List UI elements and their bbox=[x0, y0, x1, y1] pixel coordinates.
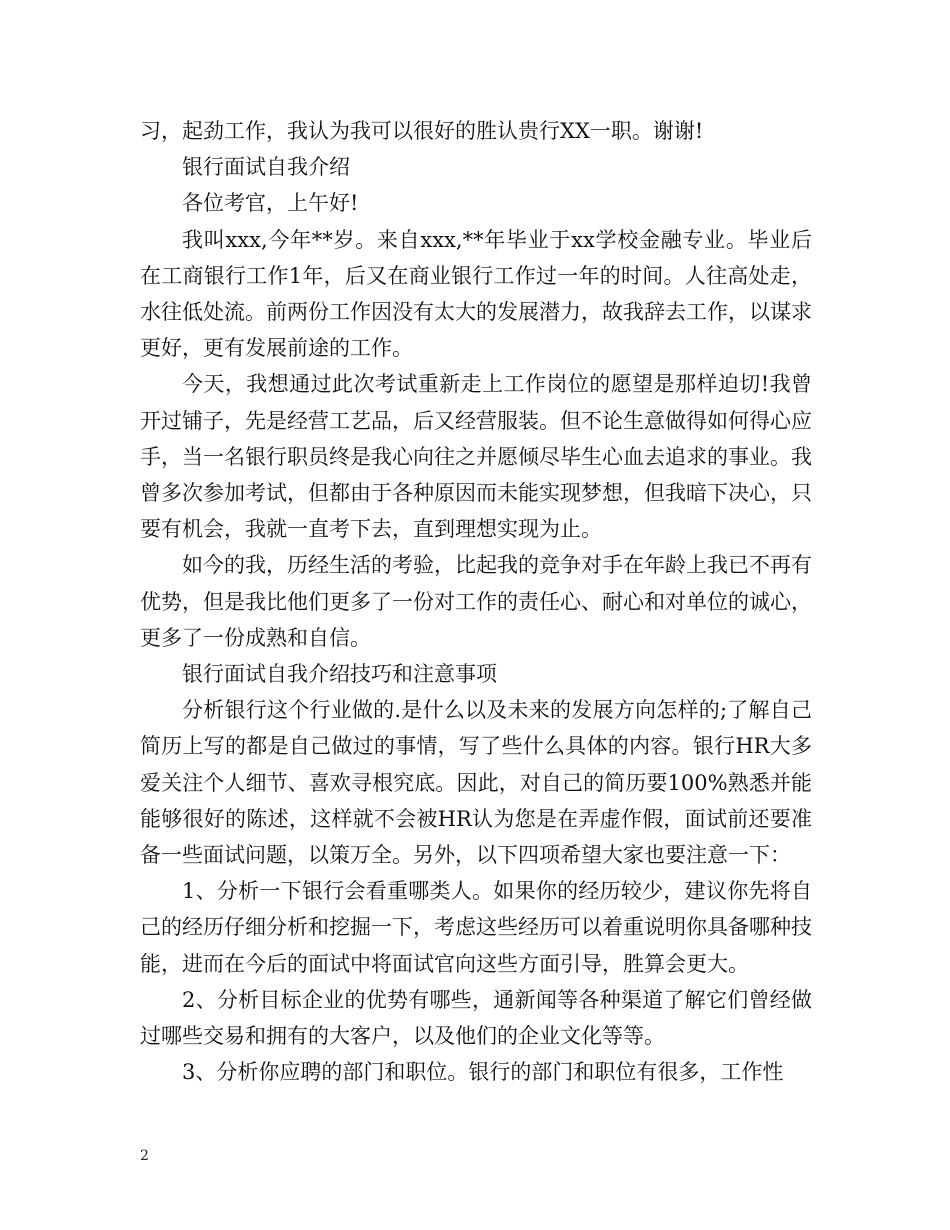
list-item-2: 2、分析目标企业的优势有哪些，通新闻等各种渠道了解它们曾经做过哪些交易和拥有的大客户，以及他们的企业文化等等。 bbox=[140, 987, 812, 1049]
body-paragraph: 我叫xxx,今年**岁。来自xxx,**年毕业于xx学校金融专业。毕业后在工商银行工作1年，后又在商业银行工作过一年的时间。人往高处走，水往低处流。前两份工作因没有太大的发展潜力，故我辞去工作，以谋求更好，更有发展前途的工作。 bbox=[140, 227, 812, 361]
list-item-1: 1、分析一下银行会看重哪类人。如果你的经历较少，建议你先将自己的经历仔细分析和挖掘一下，考虑这些经历可以着重说明你具备哪种技能，进而在今后的面试中将面试官向这些方面引导，胜算会更大。 bbox=[140, 879, 812, 976]
list-item-3: 3、分析你应聘的部门和职位。银行的部门和职位有很多，工作性 bbox=[182, 1060, 784, 1085]
body-paragraph: 今天，我想通过此次考试重新走上工作岗位的愿望是那样迫切!我曾开过铺子，先是经营工艺品，后又经营服装。但不论生意做得如何得心应手，当一名银行职员终是我心向往之并愿倾尽毕生心血去追求的事业。我曾多次参加考试，但都由于各种原因而未能实现梦想，但我暗下决心，只要有机会，我就一直考下去，直到理想实现为止。 bbox=[140, 372, 812, 542]
section-heading-tips: 银行面试自我介绍技巧和注意事项 bbox=[182, 662, 497, 687]
document-body bbox=[140, 113, 812, 1090]
body-paragraph: 如今的我，历经生活的考验，比起我的竞争对手在年龄上我已不再有优势，但是我比他们更多了一份对工作的责任心、耐心和对单位的诚心，更多了一份成熟和自信。 bbox=[140, 553, 812, 650]
paragraph-continuation: 习，起劲工作，我认为我可以很好的胜认贵行XX一职。谢谢! bbox=[140, 119, 704, 143]
page-number: 2 bbox=[140, 1148, 149, 1164]
greeting-paragraph: 各位考官，上午好! bbox=[182, 191, 359, 216]
section-heading-bank-interview-intro: 银行面试自我介绍 bbox=[182, 155, 350, 180]
body-paragraph: 分析银行这个行业做的.是什么以及未来的发展方向怎样的;了解自己简历上写的都是自己做过的事情，写了些什么具体的内容。银行HR大多爱关注个人细节、喜欢寻根究底。因此，对自己的简历要100%熟悉并能能够很好的陈述，这样就不会被HR认为您是在弄虚作假，面试前还要准备一些面试问题，以策万全。另外，以下四项希望大家也要注意一下： bbox=[140, 698, 812, 868]
